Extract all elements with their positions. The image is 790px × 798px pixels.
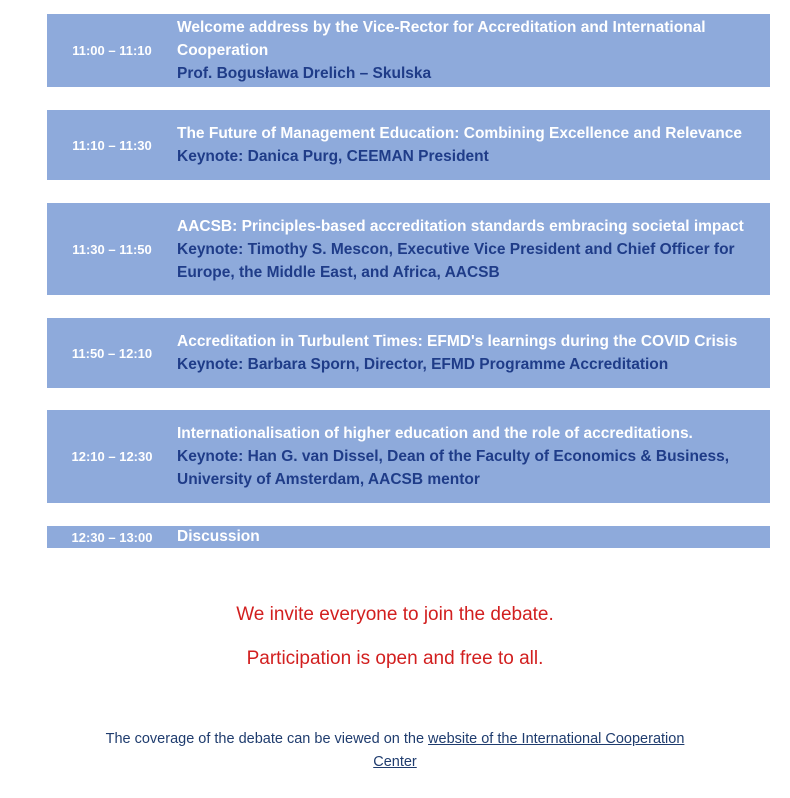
participation-text: Participation is open and free to all. (246, 648, 544, 669)
time-slot: 11:10 – 11:30 (72, 137, 152, 153)
session-speaker: Keynote: Barbara Sporn, Director, EFMD Programme Accreditation (177, 356, 669, 373)
session-content (177, 16, 770, 85)
session-title: AACSB: Principles-based accreditation standards embracing societal impact (177, 217, 744, 235)
schedule-row (47, 203, 770, 295)
session-speaker: Keynote: Han G. van Dissel, Dean of the Faculty of Economics & Business, University of Amsterdam, AACSB mentor (177, 448, 730, 488)
schedule-row (47, 318, 770, 388)
schedule-row (47, 526, 770, 548)
time-slot: 11:00 – 11:10 (72, 43, 152, 58)
invite-text: We invite everyone to join the debate. (236, 604, 554, 625)
session-content (177, 215, 770, 284)
session-content (177, 526, 770, 548)
session-speaker: Keynote: Danica Purg, CEEMAN President (177, 148, 489, 165)
schedule-row (47, 110, 770, 180)
session-title: Internationalisation of higher education and the role of accreditations. (177, 425, 693, 442)
coverage-text: The coverage of the debate can be viewed on the (105, 731, 429, 747)
session-title: Welcome address by the Vice-Rector for Accreditation and International Cooperation (177, 19, 706, 59)
time-slot: 12:30 – 13:00 (71, 529, 153, 545)
session-title: Accreditation in Turbulent Times: EFMD's learnings during the COVID Crisis (177, 333, 738, 350)
session-title: The Future of Management Education: Combining Excellence and Relevance (177, 125, 742, 142)
session-content (177, 122, 770, 168)
coverage-note (95, 728, 695, 774)
schedule-row (47, 410, 770, 503)
schedule-row (47, 14, 770, 87)
session-content (177, 330, 770, 376)
time-slot: 11:30 – 11:50 (72, 241, 152, 257)
session-speaker: Prof. Bogusława Drelich – Skulska (177, 65, 432, 82)
international-cooperation-center-link[interactable]: website of the International Cooperation Center (373, 731, 685, 770)
time-slot: 12:10 – 12:30 (71, 449, 153, 464)
session-speaker: Keynote: Timothy S. Mescon, Executive Vice President and Chief Officer for Europe, the Middle East, and Africa, AACSB (177, 240, 735, 281)
time-slot: 11:50 – 12:10 (71, 345, 153, 361)
session-title: Discussion (177, 528, 260, 545)
session-content (177, 422, 770, 491)
